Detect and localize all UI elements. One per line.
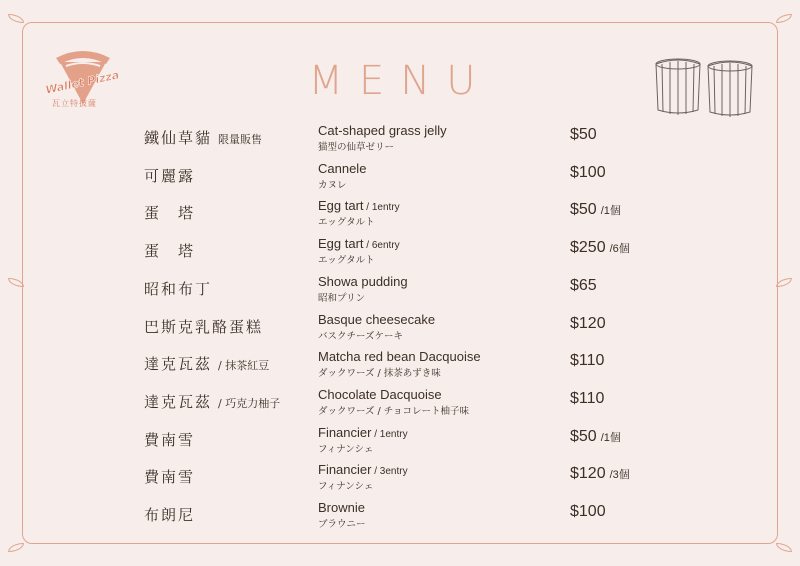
item-name-en-text: Financier	[318, 424, 372, 440]
item-name-jp: 昭和プリン	[318, 292, 366, 304]
item-name-en	[318, 425, 408, 440]
item-price-unit: /3個	[609, 469, 630, 482]
item-price-value: $110	[570, 389, 605, 407]
page-title: MENU	[308, 58, 492, 104]
item-price-value: $250	[570, 239, 606, 257]
item-name-en	[318, 500, 365, 515]
item-name-en-text: Brownie	[318, 500, 365, 515]
item-price-value: $50	[570, 201, 597, 219]
leaf-ornament-bottom-right	[776, 543, 792, 552]
item-quantity-note: / 6entry	[363, 240, 400, 252]
item-name-en	[318, 123, 447, 138]
item-price-value: $100	[570, 163, 606, 181]
item-name-zh	[144, 202, 201, 223]
item-price	[570, 164, 610, 182]
item-name-zh-text: 達克瓦茲	[144, 355, 213, 374]
menu-item	[0, 274, 800, 310]
menu-item	[0, 387, 800, 423]
item-price-unit: /6個	[609, 243, 630, 256]
item-name-en-text: Showa pudding	[318, 273, 408, 289]
item-name-jp: エッグタルト	[318, 255, 375, 267]
item-name-en-text: Financier	[318, 462, 372, 478]
item-price	[570, 428, 621, 446]
item-name-jp: カヌレ	[318, 179, 347, 191]
item-price	[570, 126, 601, 144]
item-name-zh-text: 費南雪	[144, 430, 196, 449]
brand-subtitle: 瓦立特披薩	[52, 99, 97, 108]
item-price-value: $110	[570, 352, 605, 370]
item-name-zh-text: 蛋 塔	[144, 204, 196, 223]
item-name-zh	[144, 466, 201, 487]
item-name-zh-text: 達克瓦茲	[144, 392, 213, 411]
item-price-value: $50	[570, 427, 597, 445]
item-name-zh-note: / 抹茶紅豆	[218, 359, 270, 373]
item-name-en-text: Egg tart	[318, 198, 364, 214]
item-name-zh	[144, 353, 269, 374]
cannele-illustration	[648, 54, 760, 118]
item-name-en	[318, 198, 400, 213]
item-name-jp: ブラウニー	[318, 519, 366, 530]
menu-item	[0, 312, 800, 348]
item-name-en	[318, 349, 481, 364]
item-name-zh	[144, 316, 269, 337]
item-price	[570, 390, 608, 408]
item-price	[570, 315, 610, 333]
item-price	[570, 277, 601, 295]
item-price-value: $120	[570, 465, 606, 483]
menu-item	[0, 236, 800, 272]
menu-item	[0, 462, 800, 498]
item-quantity-note: / 1entry	[363, 202, 400, 214]
item-price	[570, 239, 630, 257]
item-name-jp: ダックワーズ / チョコレート柚子味	[318, 405, 469, 417]
item-name-en-text: Matcha red bean Dacquoise	[318, 349, 481, 365]
item-price	[570, 503, 610, 521]
item-price	[570, 201, 621, 219]
item-price	[570, 465, 630, 483]
item-name-zh-note: 限量販售	[218, 133, 263, 146]
item-name-zh	[144, 504, 201, 525]
item-name-zh-text: 昭和布丁	[144, 279, 213, 298]
item-name-jp: フィナンシェ	[318, 443, 374, 455]
item-price-unit: /1個	[600, 431, 621, 444]
menu-item	[0, 198, 800, 234]
item-name-en	[318, 312, 435, 327]
item-name-jp: フィナンシェ	[318, 481, 374, 493]
item-name-en	[318, 274, 408, 289]
menu-item	[0, 123, 800, 159]
item-name-zh-text: 可麗露	[144, 166, 196, 185]
item-name-en	[318, 236, 400, 251]
leaf-ornament-bottom-left	[8, 543, 24, 552]
item-name-zh-text: 鐵仙草貓	[144, 129, 213, 147]
item-name-jp: 猫型の仙草ゼリー	[318, 142, 395, 153]
item-name-zh-text: 巴斯克乳酪蛋糕	[144, 317, 264, 336]
item-name-zh	[144, 165, 201, 186]
item-name-zh-text: 費南雪	[144, 468, 196, 487]
item-quantity-note: / 1entry	[371, 428, 408, 440]
item-price-value: $50	[570, 126, 597, 143]
item-name-jp: エッグタルト	[318, 217, 375, 229]
item-quantity-note: / 3entry	[371, 466, 408, 478]
leaf-ornament-top-left	[8, 14, 24, 23]
menu-item	[0, 500, 800, 536]
item-price	[570, 352, 608, 370]
item-name-jp: バスクチーズケーキ	[318, 330, 404, 342]
item-price-unit: /1個	[600, 205, 621, 218]
item-name-en-text: Chocolate Dacquoise	[318, 386, 442, 402]
item-name-en-text: Cat-shaped grass jelly	[318, 123, 447, 138]
menu-item	[0, 349, 800, 385]
item-name-en-text: Cannele	[318, 160, 367, 176]
item-name-jp: ダックワーズ / 抹茶あずき味	[318, 368, 441, 380]
item-name-zh-text: 蛋 塔	[144, 242, 196, 261]
item-name-zh-note: / 巧克力柚子	[218, 396, 281, 410]
item-name-zh	[144, 429, 201, 450]
item-price-value: $100	[570, 503, 606, 520]
item-name-en-text: Basque cheesecake	[318, 311, 436, 327]
menu-item	[0, 161, 800, 197]
svg-text:Wallet Pizza: Wallet Pizza	[44, 68, 121, 97]
item-name-zh	[144, 391, 280, 412]
item-name-en	[318, 387, 442, 402]
item-name-zh	[144, 240, 201, 261]
item-name-zh	[144, 127, 262, 148]
item-name-en-text: Egg tart	[318, 236, 364, 252]
leaf-ornament-top-right	[776, 14, 792, 23]
item-name-en	[318, 462, 408, 477]
item-price-value: $65	[570, 276, 597, 294]
item-name-zh-text: 布朗尼	[144, 506, 196, 524]
item-name-en	[318, 161, 366, 176]
item-price-value: $120	[570, 314, 606, 332]
item-name-zh	[144, 278, 218, 299]
menu-item	[0, 425, 800, 461]
